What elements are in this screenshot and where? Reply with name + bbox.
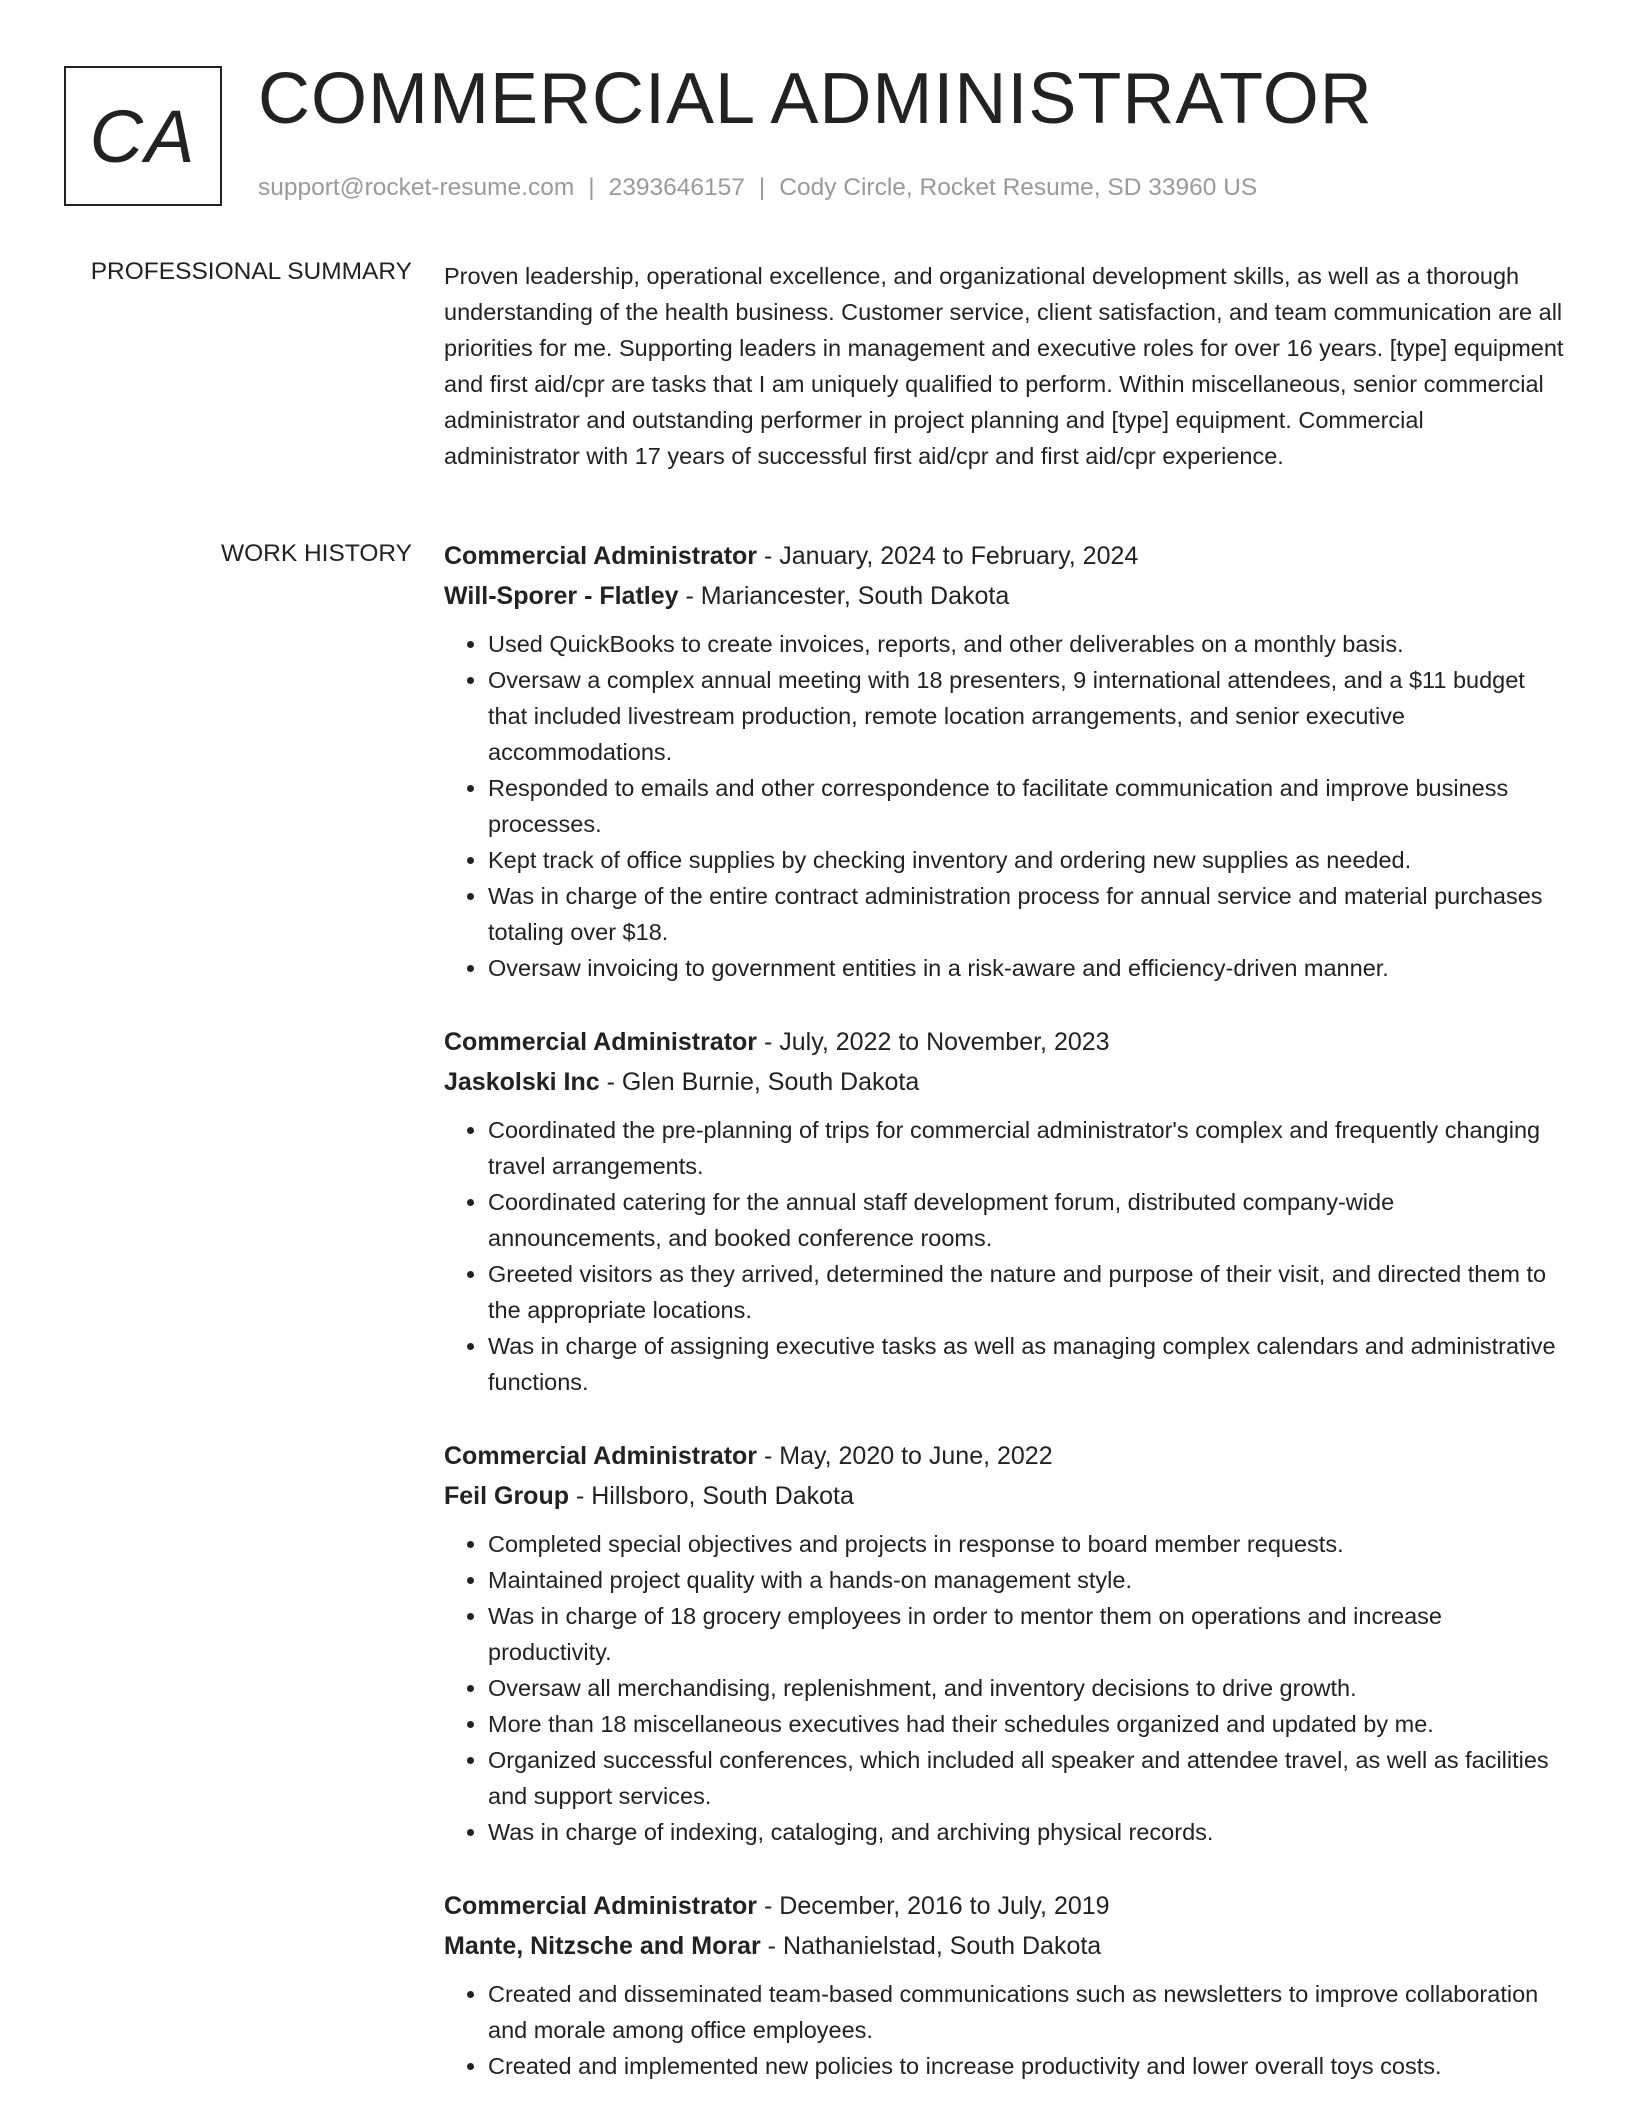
job-bullet: • Created and implemented new policies to increase productivity and lower overall toys costs. [488, 2048, 1564, 2084]
contact-separator: | [588, 174, 595, 201]
job-title-line [444, 1886, 1564, 1926]
job-entry [444, 536, 1564, 986]
job-bullets [444, 1976, 1564, 2084]
job-bullet: • Responded to emails and other correspondence to facilitate communication and improve business processes. [488, 770, 1564, 842]
contact-line [258, 174, 1257, 202]
job-location: - Glen Burnie, South Dakota [599, 1068, 920, 1096]
resume-header [64, 59, 1564, 226]
job-company: Mante, Nitzsche and Morar [444, 1932, 761, 1960]
job-title-line [444, 1022, 1564, 1062]
job-bullet: • Was in charge of assigning executive tasks as well as managing complex calendars and administrative functions. [488, 1328, 1564, 1400]
job-company-line [444, 1476, 1564, 1516]
job-bullet: • Organized successful conferences, which included all speaker and attendee travel, as well as facilities and support services. [488, 1742, 1564, 1814]
job-bullet: • Greeted visitors as they arrived, determined the nature and purpose of their visit, and directed them to the appropriate locations. [488, 1256, 1564, 1328]
job-company-line [444, 1062, 1564, 1102]
job-bullet: • Maintained project quality with a hands-on management style. [488, 1562, 1564, 1598]
job-bullet: • Oversaw all merchandising, replenishment, and inventory decisions to drive growth. [488, 1670, 1564, 1706]
job-title: Commercial Administrator [444, 1028, 758, 1056]
job-bullet: • Coordinated catering for the annual staff development forum, distributed company-wide announcements, and booked conference rooms. [488, 1184, 1564, 1256]
job-bullet: • Created and disseminated team-based communications such as newsletters to improve collaboration and morale among office employees. [488, 1976, 1564, 2048]
job-location: - Nathanielstad, South Dakota [760, 1932, 1102, 1960]
job-bullet: • More than 18 miscellaneous executives had their schedules organized and updated by me. [488, 1706, 1564, 1742]
section-label-work-history: WORK HISTORY [220, 540, 412, 567]
job-title: Commercial Administrator [444, 542, 758, 570]
job-bullet: • Was in charge of the entire contract administration process for annual service and material purchases totaling over $18. [488, 878, 1564, 950]
job-bullet: • Was in charge of indexing, cataloging, and archiving physical records. [488, 1814, 1564, 1850]
job-dates: - July, 2022 to November, 2023 [757, 1028, 1110, 1056]
page-title: COMMERCIAL ADMINISTRATOR [258, 59, 1373, 139]
job-title: Commercial Administrator [444, 1442, 758, 1470]
job-bullets [444, 626, 1564, 986]
job-title-line [444, 536, 1564, 576]
contact-address: Cody Circle, Rocket Resume, SD 33960 US [779, 174, 1258, 201]
job-bullet: • Oversaw invoicing to government entities in a risk-aware and efficiency-driven manner. [488, 950, 1564, 986]
job-bullet: • Oversaw a complex annual meeting with 18 presenters, 9 international attendees, and a $11 budget that included livestream production, remote location arrangements, and senior executive accommodations. [488, 662, 1564, 770]
job-bullet: • Coordinated the pre-planning of trips for commercial administrator's complex and frequently changing travel arrangements. [488, 1112, 1564, 1184]
job-location: - Mariancester, South Dakota [678, 582, 1010, 610]
job-dates: - May, 2020 to June, 2022 [757, 1442, 1053, 1470]
section-label-summary: PROFESSIONAL SUMMARY [90, 258, 412, 285]
job-bullet: • Completed special objectives and projects in response to board member requests. [488, 1526, 1564, 1562]
job-company-line [444, 576, 1564, 616]
job-bullet: • Kept track of office supplies by checking inventory and ordering new supplies as needed. [488, 842, 1564, 878]
summary-text: Proven leadership, operational excellence, and organizational development skills, as well as a thorough understanding of the health business. Customer service, client satisfaction, and team communication are all priorities for me. Supporting leaders in management and executive roles for over 16 years. [type] equipment and first aid/cpr are tasks that I am uniquely qualified to perform. Within miscellaneous, senior commercial administrator and outstanding performer in project planning and [type] equipment. Commercial administrator with 17 years of successful first aid/cpr and first aid/cpr experience. [444, 263, 1564, 469]
job-bullet: • Was in charge of 18 grocery employees in order to mentor them on operations and increase productivity. [488, 1598, 1564, 1670]
job-location: - Hillsboro, South Dakota [569, 1482, 854, 1510]
work-history-body [444, 536, 1564, 2120]
job-bullet: • Used QuickBooks to create invoices, reports, and other deliverables on a monthly basis. [488, 626, 1564, 662]
job-company: Feil Group [444, 1482, 569, 1510]
job-dates: - January, 2024 to February, 2024 [757, 542, 1139, 570]
job-entry [444, 1886, 1564, 2084]
summary-body [444, 258, 1564, 474]
job-company-line [444, 1926, 1564, 1966]
job-title-line [444, 1436, 1564, 1476]
job-title: Commercial Administrator [444, 1892, 758, 1920]
contact-phone[interactable]: 2393646157 [608, 174, 745, 201]
job-company: Will-Sporer - Flatley [444, 582, 679, 610]
job-bullets [444, 1526, 1564, 1850]
contact-email[interactable]: support@rocket-resume.com [258, 174, 575, 201]
contact-separator: | [758, 174, 766, 201]
job-bullets [444, 1112, 1564, 1400]
job-dates: - December, 2016 to July, 2019 [757, 1892, 1110, 1920]
monogram-logo: CA [64, 66, 222, 206]
job-entry [444, 1022, 1564, 1400]
job-entry [444, 1436, 1564, 1850]
job-company: Jaskolski Inc [444, 1068, 600, 1096]
